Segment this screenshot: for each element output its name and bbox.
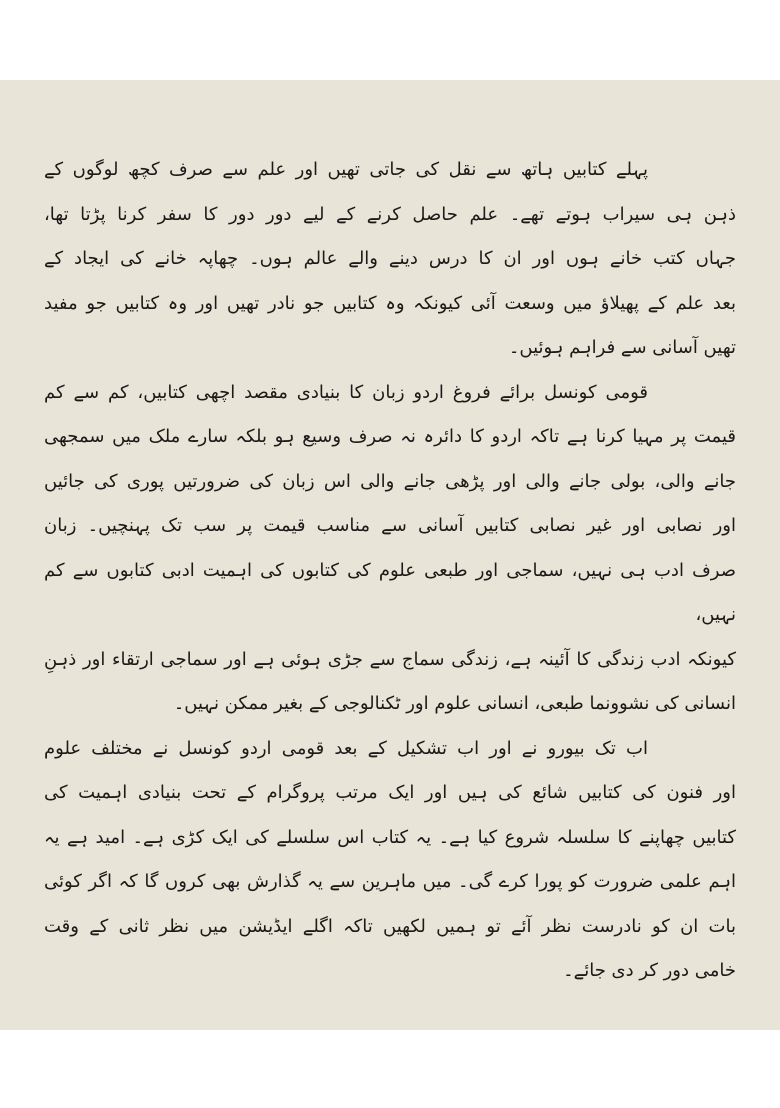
text-line: اور فنون کی کتابیں شائع کی ہیں اور ایک مرتب پروگرام کے تحت بنیادی اہمیت کی <box>44 782 736 803</box>
text-line: کتابیں چھاپنے کا سلسلہ شروع کیا ہے۔ یہ کتاب اس سلسلے کی ایک کڑی ہے۔ امید ہے یہ <box>44 826 736 848</box>
text-line: قومی کونسل برائے فروغ اردو زبان کا بنیادی مقصد اچھی کتابیں، کم سے کم <box>44 381 648 403</box>
text-line: بات ان کو نادرست نظر آئے تو ہمیں لکھیں تاکہ اگلے ایڈیشن میں نظر ثانی کے وقت <box>44 915 736 937</box>
text-line: جانے والی، بولی جانے والی اور پڑھی جانے والی اس زبان کی ضرورتیں پوری کی جائیں <box>44 470 736 492</box>
document-body <box>44 148 736 994</box>
text-line: اور نصابی اور غیر نصابی کتابیں آسانی سے مناسب قیمت پر سب تک پہنچیں۔ زبان <box>44 515 736 536</box>
text-line: قیمت پر مہیا کرنا ہے تاکہ اردو کا دائرہ نہ صرف وسیع ہو بلکہ سارے ملک میں سمجھی <box>44 426 736 447</box>
text-line: ذہن ہی سیراب ہوتے تھے۔ علم حاصل کرنے کے لیے دور دور کا سفر کرنا پڑتا تھا، <box>44 203 736 225</box>
text-line: تھیں آسانی سے فراہم ہوئیں۔ <box>508 337 736 358</box>
text-line: صرف ادب ہی نہیں، سماجی اور طبعی علوم کی کتابوں کی اہمیت ادبی کتابوں سے کم نہیں، <box>44 559 736 625</box>
text-line: بعد علم کے پھیلاؤ میں وسعت آئی کیونکہ وہ کتابیں جو نادر تھیں اور وہ کتابیں جو مفید <box>44 292 736 314</box>
text-line: اب تک بیورو نے اور اب تشکیل کے بعد قومی اردو کونسل نے مختلف علوم <box>44 737 648 759</box>
text-line: خامی دور کر دی جائے۔ <box>563 960 736 981</box>
text-line: جہاں کتب خانے ہوں اور ان کا درس دینے والے عالم ہوں۔ چھاپہ خانے کی ایجاد کے <box>44 248 736 269</box>
paragraph <box>44 371 736 727</box>
text-line: اہم علمی ضرورت کو پورا کرے گی۔ میں ماہرین سے یہ گذارش بھی کروں گا کہ اگر کوئی <box>44 871 736 892</box>
paragraph <box>44 727 736 994</box>
paragraph <box>44 148 736 371</box>
text-line: انسانی کی نشوونما طبعی، انسانی علوم اور ٹکنالوجی کے بغیر ممکن نہیں۔ <box>173 693 736 714</box>
text-line: پہلے کتابیں ہاتھ سے نقل کی جاتی تھیں اور علم سے صرف کچھ لوگوں کے <box>44 159 648 180</box>
text-line: کیونکہ ادب زندگی کا آئینہ ہے، زندگی سماج سے جڑی ہوئی ہے اور سماجی ارتقاء اور ذہنِ <box>44 648 736 670</box>
